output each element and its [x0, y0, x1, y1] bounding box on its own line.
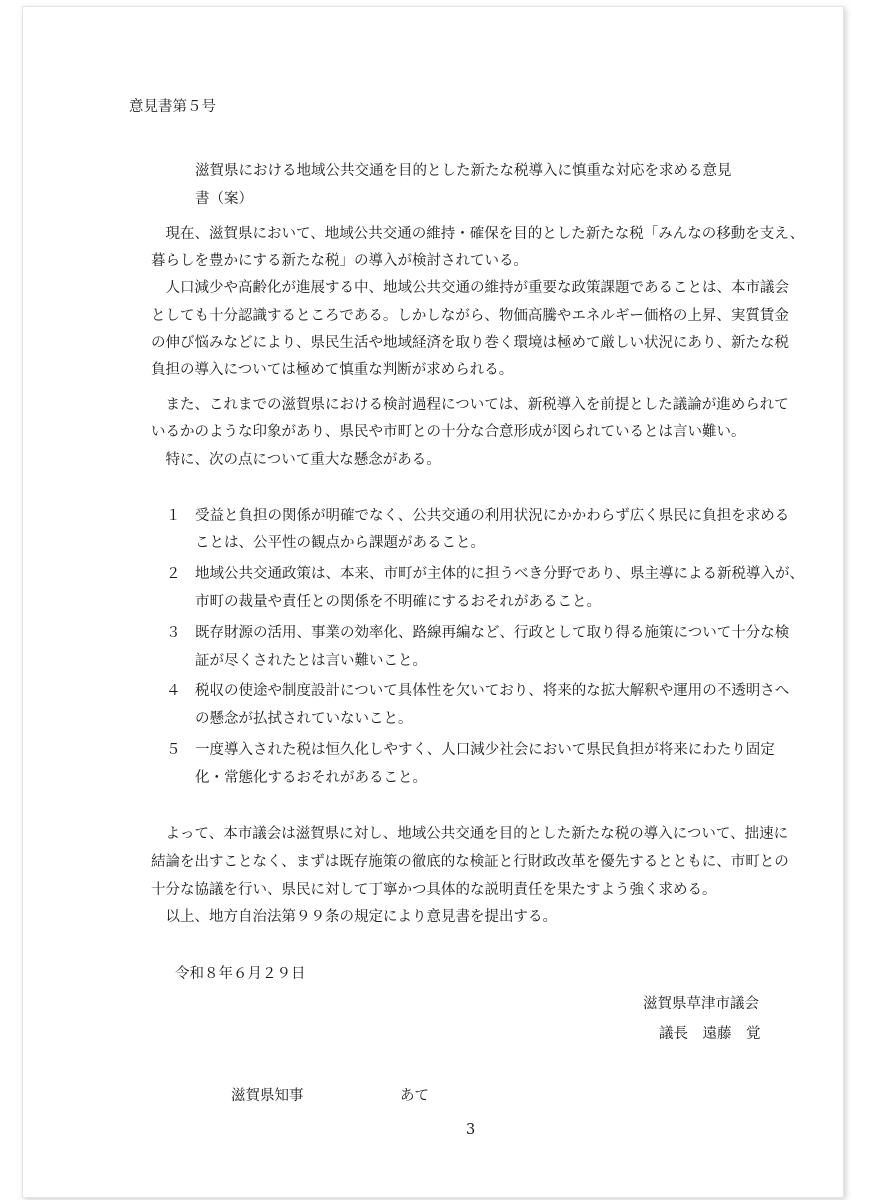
item-text: 受益と負担の関係が明確でなく、公共交通の利用状況にかかわらず広く県民に負担を求める — [195, 508, 790, 524]
intro-line: としても十分認識するところである。しかしながら、物価高騰やエネルギー価格の上昇、実質賃金 — [151, 308, 789, 324]
addressee: 滋賀県知事 — [231, 1088, 304, 1104]
addressee-honorific: あて — [400, 1088, 429, 1104]
item-text: 市町の裁量や責任との関係を不明確にするおそれがあること。 — [195, 594, 601, 610]
item-number: ４ — [166, 683, 181, 699]
item-text: の懸念が払拭されていないこと。 — [195, 711, 413, 727]
item-text: 税収の使途や制度設計について具体性を欠いており、将来的な拡大解釈や運用の不透明さへ — [195, 683, 790, 699]
intro-line: 負担の導入については極めて慎重な判断が求められる。 — [151, 362, 514, 378]
chair-name: 議長 遠藤 覚 — [659, 1026, 761, 1042]
conclusion-line: 以上、地方自治法第９９条の規定により意見書を提出する。 — [151, 909, 557, 925]
intro-line: また、これまでの滋賀県における検討過程については、新税導入を前提とした議論が進められて — [151, 397, 789, 413]
conclusion-line: よって、本市議会は滋賀県に対し、地域公共交通を目的とした新たな税の導入について、拙速に — [151, 826, 789, 842]
item-number: ３ — [166, 625, 181, 641]
item-text: ことは、公平性の観点から課題があること。 — [195, 535, 485, 551]
page-number: 3 — [466, 1122, 476, 1138]
intro-line: 暮らしを豊かにする新たな税」の導入が検討されている。 — [151, 253, 528, 269]
item-text: 化・常態化するおそれがあること。 — [195, 770, 427, 786]
item-text: 一度導入された税は恒久化しやすく、人口減少社会において県民負担が将来にわたり固定 — [195, 742, 775, 758]
item-number: ２ — [166, 566, 181, 582]
council-name: 滋賀県草津市議会 — [643, 996, 759, 1012]
intro-line: の伸び悩みなどにより、県民生活や地域経済を取り巻く環境は極めて厳しい状況にあり、新たな税 — [151, 335, 789, 351]
item-text: 地域公共交通政策は、本来、市町が主体的に担うべき分野であり、県主導による新税導入が、 — [195, 566, 804, 582]
document-date: 令和８年６月２９日 — [175, 966, 306, 982]
document-title-line-1: 滋賀県における地域公共交通を目的とした新たな税導入に慎重な対応を求める意見 — [195, 163, 732, 179]
intro-line: 特に、次の点について重大な懸念がある。 — [151, 452, 441, 468]
intro-line: 現在、滋賀県において、地域公共交通の維持・確保を目的とした新たな税「みんなの移動を支え、 — [151, 226, 805, 242]
conclusion-line: 十分な協議を行い、県民に対して丁寧かつ具体的な説明責任を果たすよう強く求める。 — [151, 882, 717, 898]
item-text: 既存財源の活用、事業の効率化、路線再編など、行政として取り得る施策について十分な検 — [195, 625, 790, 641]
document-title-line-2: 書（案） — [195, 191, 253, 207]
intro-line: 人口減少や高齢化が進展する中、地域公共交通の維持が重要な政策課題であることは、本市議会 — [151, 280, 789, 296]
conclusion-line: 結論を出すことなく、まずは既存施策の徹底的な検証と行財政改革を優先するとともに、市町との — [151, 854, 789, 870]
item-text: 証が尽くされたとは言い難いこと。 — [195, 653, 427, 669]
item-number: ５ — [166, 742, 181, 758]
item-number: １ — [166, 508, 181, 524]
intro-line: いるかのような印象があり、県民や市町との十分な合意形成が図られているとは言い難い。 — [151, 424, 746, 440]
document-number: 意見書第５号 — [129, 99, 216, 115]
document-page — [22, 6, 844, 1198]
